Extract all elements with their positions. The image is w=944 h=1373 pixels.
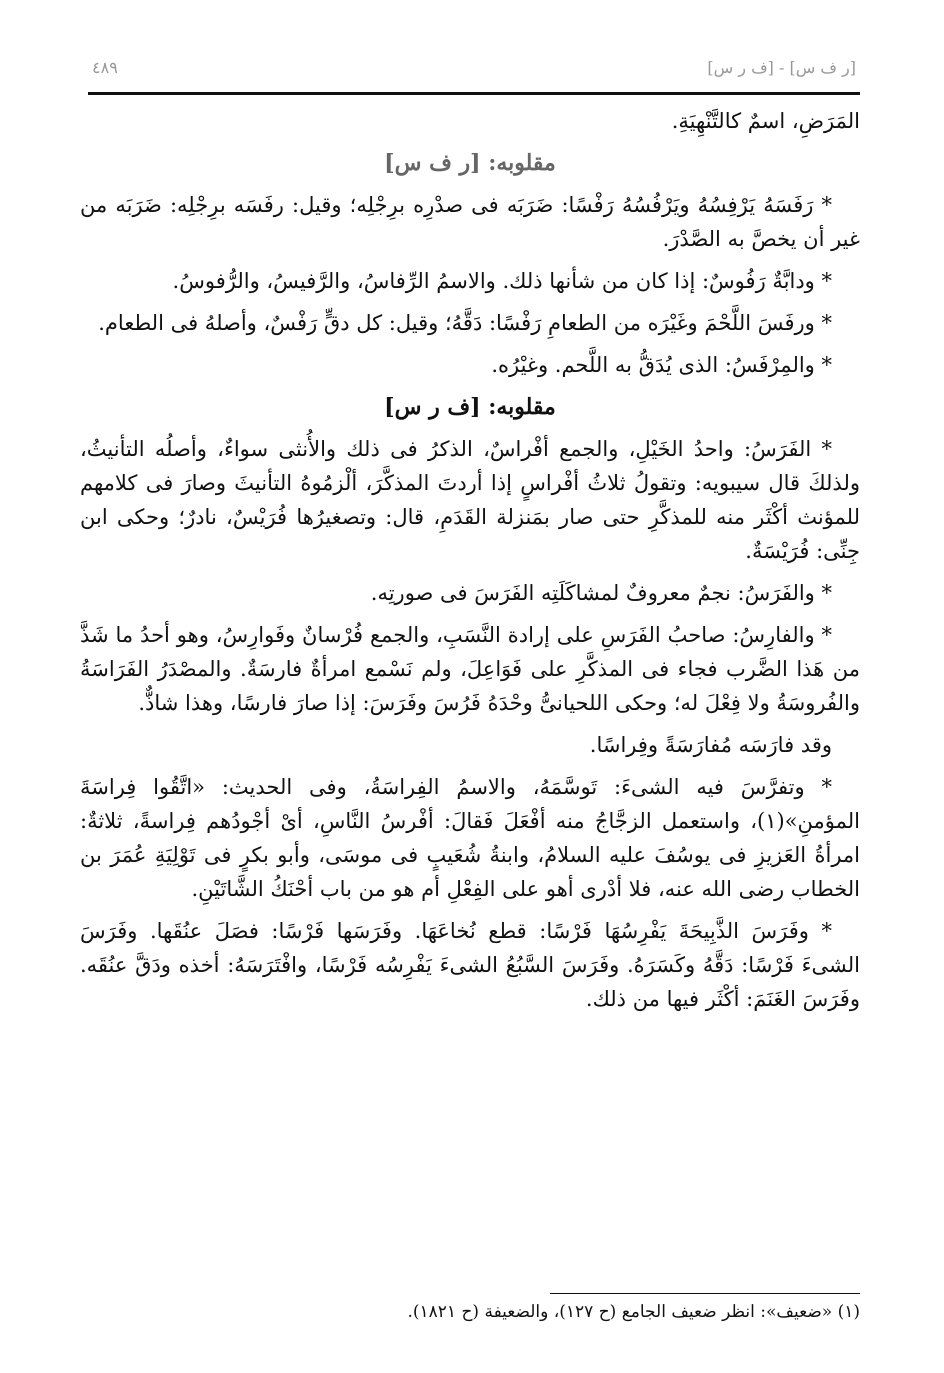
running-title: [ر ف س] - [ف ر س] [707, 58, 856, 77]
paragraph: وقد فارَسَه مُفارَسَةً وفِراسًا. [589, 733, 832, 757]
section-heading-rfs: مقلوبه: [ر ف س] [384, 150, 556, 176]
paragraph: * وفَرَسَ الذَّبِيحَةَ يَفْرِسُهَا فَرْسًا: قطع نُخاعَهَا. وفَرَسَها فَرْسًا: فصَلَ عنُقَها. وفَرَسَ الشىءَ فَرْسًا: دَقَّهُ وكَسَرَهُ. وفَرَسَ السَّبُعُ الشىءَ يَفْرِسُه فَرْسًا، وافْتَرَسَهُ: أخذه ودَقَّ عنُقَه. وفَرَسَ الغَنَمَ: أكْثَر فيها من ذلك. [80, 919, 860, 1011]
body-text [80, 104, 860, 1024]
section-heading-frs: مقلوبه: [ف ر س] [384, 394, 556, 420]
paragraph: * والمِرْفَسُ: الذى يُدَقُّ به اللَّحم. وغيْرُه. [491, 353, 832, 377]
paragraph: المَرَضِ، اسمٌ كالتَّنْهِيَةِ. [671, 109, 860, 133]
footnote: (١) «ضعيف»: انظر ضعيف الجامع (ح ١٢٧)، والضعيفة (ح ١٨٢١). [407, 1302, 860, 1322]
page-number: ٤٨٩ [92, 58, 118, 77]
paragraph: * وتفرَّسَ فيه الشىءَ: تَوسَّمَهُ، والاسمُ الفِراسَةُ، وفى الحديث: «اتَّقُوا فِراسَةَ المؤمنِ»(١)، واستعمل الزجَّاجُ منه أفْعَلَ فَقالَ: أفْرسُ النَّاسِ، أىْ أجْودُهم فِراسةً، ثلاثةٌ: امرأةُ العَزيزِ فى يوسُفَ عليه السلامُ، وابنةُ شُعَيبٍ فى موسَى، وأبو بكرٍ فى تَوْلِيَةِ عُمَرَ بن الخطاب رضى الله عنه، فلا أدْرى أهو على الفِعْلِ أم هو من باب أحْنَكُ الشَّاتَيْنِ. [80, 775, 860, 901]
footnote-divider [550, 1293, 860, 1294]
paragraph: * الفَرَسُ: واحدُ الخَيْلِ، والجمع أفْراسٌ، الذكرُ فى ذلك والأُنثى سواءٌ، وأصلُه التأنيثُ، ولذلكَ قال سيبويه: وتقولُ ثلاثُ أفْراسٍ إذا أردتَ المذكَّرَ، ألْزمُوهُ التأنيثَ وصارَ فى كلامهم للمؤنث أكْثَر منه للمذكَّرِ حتى صار بمَنزلة القَدَمِ، قال: وتصغيرُها فُرَيْسٌ، نادرٌ؛ وحكى ابن جِنِّى: فُرَيْسَةٌ. [80, 437, 860, 563]
paragraph: * ورفَسَ اللَّحْمَ وغَيْرَه من الطعامِ رَفْسًا: دَقَّهُ؛ وقيل: كل دقٍّ رَفْسٌ، وأصلهُ فى الطعام. [98, 311, 832, 335]
paragraph: * والفَرَسُ: نجمٌ معروفٌ لمشاكَلَتِه الفَرَسَ فى صورتِه. [370, 581, 832, 605]
paragraph: * ودابَّةٌ رَفُوسٌ: إذا كان من شأنها ذلك. والاسمُ الرِّفاسُ، والرَّفيسُ، والرُّفوسُ. [172, 269, 832, 293]
paragraph: * والفارِسُ: صاحبُ الفَرَسِ على إرادة النَّسَبِ، والجمع فُرْسانٌ وفَوارِسُ، وهو أحدُ ما شَذَّ من هَذا الضَّرب فجاء فى المذكَّرِ على فَوَاعِلَ، ولم نَسْمع امرأةٌ فارسَةٌ. والمصْدَرُ الفَرَاسَةُ والفُروسَةُ ولا فِعْلَ له؛ وحكى اللحيانىُّ وحْدَهُ فَرُسَ وفَرَسَ: إذا صارَ فارسًا، وهذا شاذٌّ. [80, 623, 860, 715]
paragraph: * رَفَسَهُ يَرْفِسُهُ ويَرْفُسُهُ رَفْسًا: ضَرَبَه فى صدْرِه برِجْلِه؛ وقيل: رفَسَه برِجْلِه: ضَرَبَه من غير أن يخصَّ به الصَّدْرَ. [80, 193, 860, 251]
page-header [88, 52, 860, 95]
